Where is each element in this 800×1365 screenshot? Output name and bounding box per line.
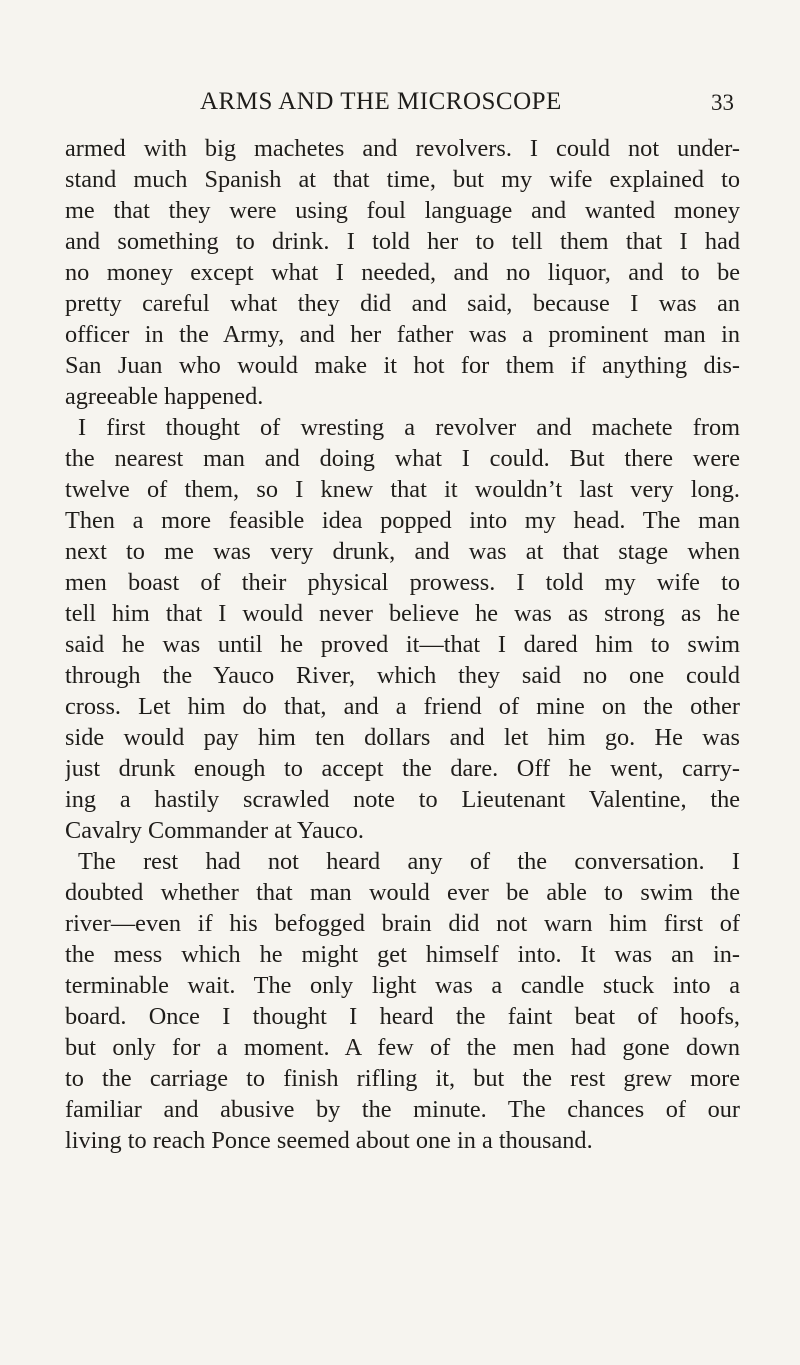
text-line: and something to drink. I told her to tell them that I had bbox=[65, 228, 740, 255]
text-line: men boast of their physical prowess. I told my wife to bbox=[65, 569, 740, 596]
text-line: board. Once I thought I heard the faint beat of hoofs, bbox=[65, 1003, 740, 1030]
text-line: said he was until he proved it—that I dared him to swim bbox=[65, 631, 740, 658]
text-line: cross. Let him do that, and a friend of mine on the other bbox=[65, 693, 740, 720]
text-line: stand much Spanish at that time, but my wife explained to bbox=[65, 166, 740, 193]
running-title: ARMS AND THE MICROSCOPE bbox=[200, 88, 562, 115]
text-line: doubted whether that man would ever be able to swim the bbox=[65, 879, 740, 906]
text-line: just drunk enough to accept the dare. Off he went, carry- bbox=[65, 755, 740, 782]
text-line: living to reach Ponce seemed about one in a thousand. bbox=[65, 1127, 593, 1154]
text-line: ing a hastily scrawled note to Lieutenant Valentine, the bbox=[65, 786, 740, 813]
text-line: the mess which he might get himself into. It was an in- bbox=[65, 941, 740, 968]
text-line: San Juan who would make it hot for them if anything dis- bbox=[65, 352, 740, 379]
text-line: The rest had not heard any of the conversation. I bbox=[78, 848, 740, 875]
text-line: I first thought of wresting a revolver and machete from bbox=[78, 414, 740, 441]
body-text bbox=[65, 133, 740, 1156]
text-line: through the Yauco River, which they said no one could bbox=[65, 662, 740, 689]
text-line: terminable wait. The only light was a candle stuck into a bbox=[65, 972, 740, 999]
paragraph-2 bbox=[65, 412, 740, 846]
text-line: Then a more feasible idea popped into my head. The man bbox=[65, 507, 740, 534]
text-line: agreeable happened. bbox=[65, 383, 264, 410]
text-line: me that they were using foul language and wanted money bbox=[65, 197, 740, 224]
text-line: next to me was very drunk, and was at that stage when bbox=[65, 538, 740, 565]
text-line: familiar and abusive by the minute. The chances of our bbox=[65, 1096, 740, 1123]
running-header bbox=[0, 88, 800, 120]
text-line: officer in the Army, and her father was a prominent man in bbox=[65, 321, 740, 348]
text-line: Cavalry Commander at Yauco. bbox=[65, 817, 364, 844]
text-line: but only for a moment. A few of the men had gone down bbox=[65, 1034, 740, 1061]
text-line: river—even if his befogged brain did not warn him first of bbox=[65, 910, 740, 937]
text-line: tell him that I would never believe he was as strong as he bbox=[65, 600, 740, 627]
page-number: 33 bbox=[711, 90, 734, 115]
paragraph-3 bbox=[65, 846, 740, 1156]
text-line: pretty careful what they did and said, because I was an bbox=[65, 290, 740, 317]
text-line: twelve of them, so I knew that it wouldn’t last very long. bbox=[65, 476, 740, 503]
text-line: no money except what I needed, and no liquor, and to be bbox=[65, 259, 740, 286]
text-line: to the carriage to finish rifling it, but the rest grew more bbox=[65, 1065, 740, 1092]
text-line: side would pay him ten dollars and let him go. He was bbox=[65, 724, 740, 751]
text-line: armed with big machetes and revolvers. I could not under- bbox=[65, 135, 740, 162]
paragraph-1 bbox=[65, 133, 740, 412]
text-line: the nearest man and doing what I could. But there were bbox=[65, 445, 740, 472]
